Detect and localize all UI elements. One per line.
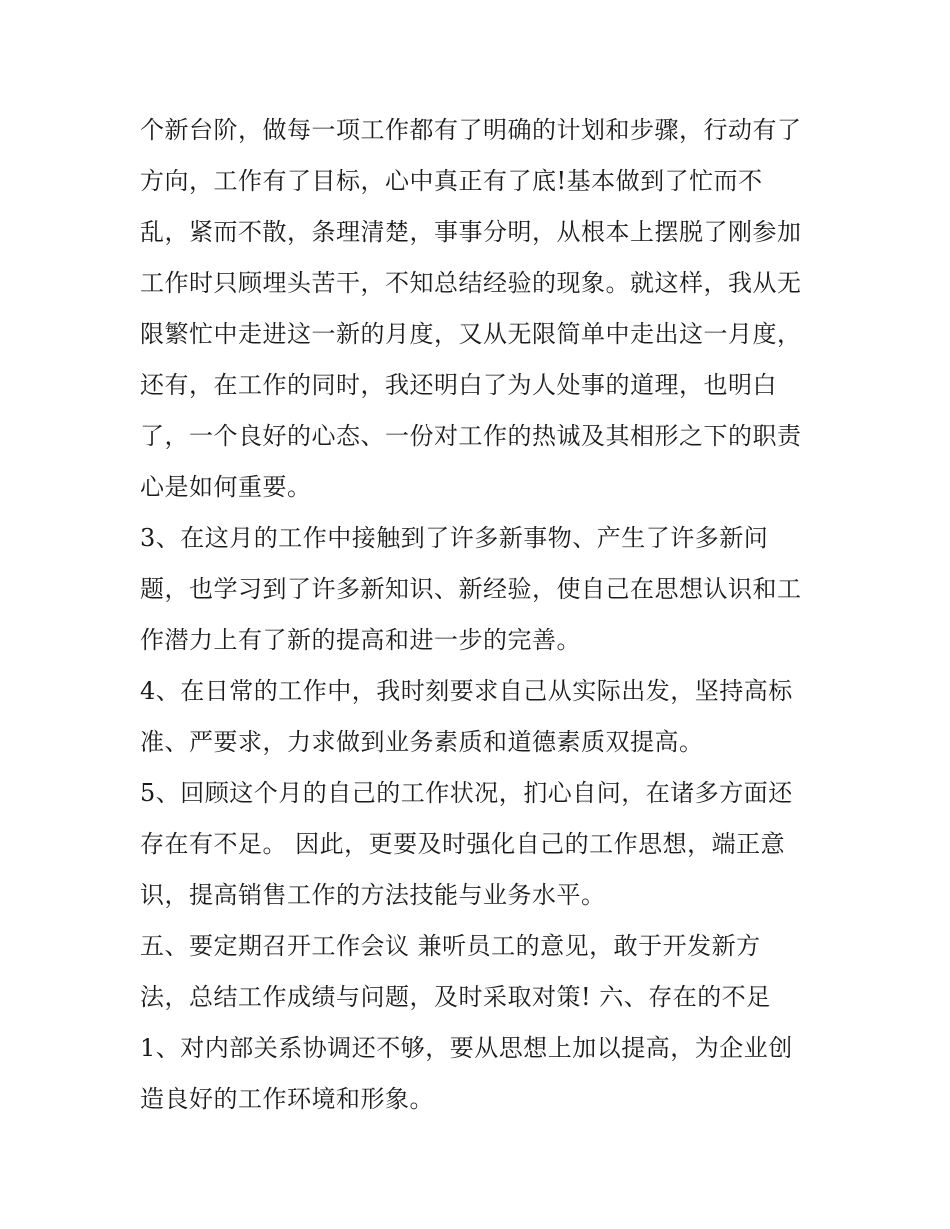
text-line: 个新台阶，做每一项工作都有了明确的计划和步骤，行动有了 <box>140 116 802 144</box>
text-line: 准、严要求，力求做到业务素质和道德素质双提高。 <box>140 728 704 756</box>
text-line: 心是如何重要。 <box>140 473 312 501</box>
text-line: 识，提高销售工作的方法技能与业务水平。 <box>140 881 606 909</box>
text-line: 五、要定期召开工作会议 兼听员工的意见，敢于开发新方 <box>140 932 761 960</box>
text-line: 法，总结工作成绩与问题，及时采取对策! 六、存在的不足 <box>140 983 771 1011</box>
text-line: 4、在日常的工作中，我时刻要求自己从实际出发，坚持高标 <box>140 677 793 705</box>
text-line: 限繁忙中走进这一新的月度，又从无限简单中走出这一月度， <box>140 320 802 348</box>
text-line: 3、在这月的工作中接触到了许多新事物、产生了许多新问 <box>140 524 769 552</box>
text-line: 作潜力上有了新的提高和进一步的完善。 <box>140 626 581 654</box>
text-line: 乱，紧而不散，条理清楚，事事分明，从根本上摆脱了刚参加 <box>140 218 802 246</box>
text-line: 题，也学习到了许多新知识、新经验，使自己在思想认识和工 <box>140 575 802 603</box>
text-line: 1、对内部关系协调还不够，要从思想上加以提高，为企业创 <box>140 1034 793 1062</box>
text-line: 5、回顾这个月的自己的工作状况，扪心自问，在诸多方面还 <box>140 779 793 807</box>
text-line: 造良好的工作环境和形象。 <box>140 1085 434 1113</box>
text-line: 了，一个良好的心态、一份对工作的热诚及其相形之下的职责 <box>140 422 802 450</box>
text-line: 方向，工作有了目标，心中真正有了底!基本做到了忙而不 <box>140 167 763 195</box>
text-line: 工作时只顾埋头苦干，不知总结经验的现象。就这样，我从无 <box>140 269 802 297</box>
document-body <box>140 105 830 1125</box>
text-line: 还有，在工作的同时，我还明白了为人处事的道理，也明白 <box>140 371 777 399</box>
text-line: 存在有不足。 因此，更要及时强化自己的工作思想，端正意 <box>140 830 786 858</box>
